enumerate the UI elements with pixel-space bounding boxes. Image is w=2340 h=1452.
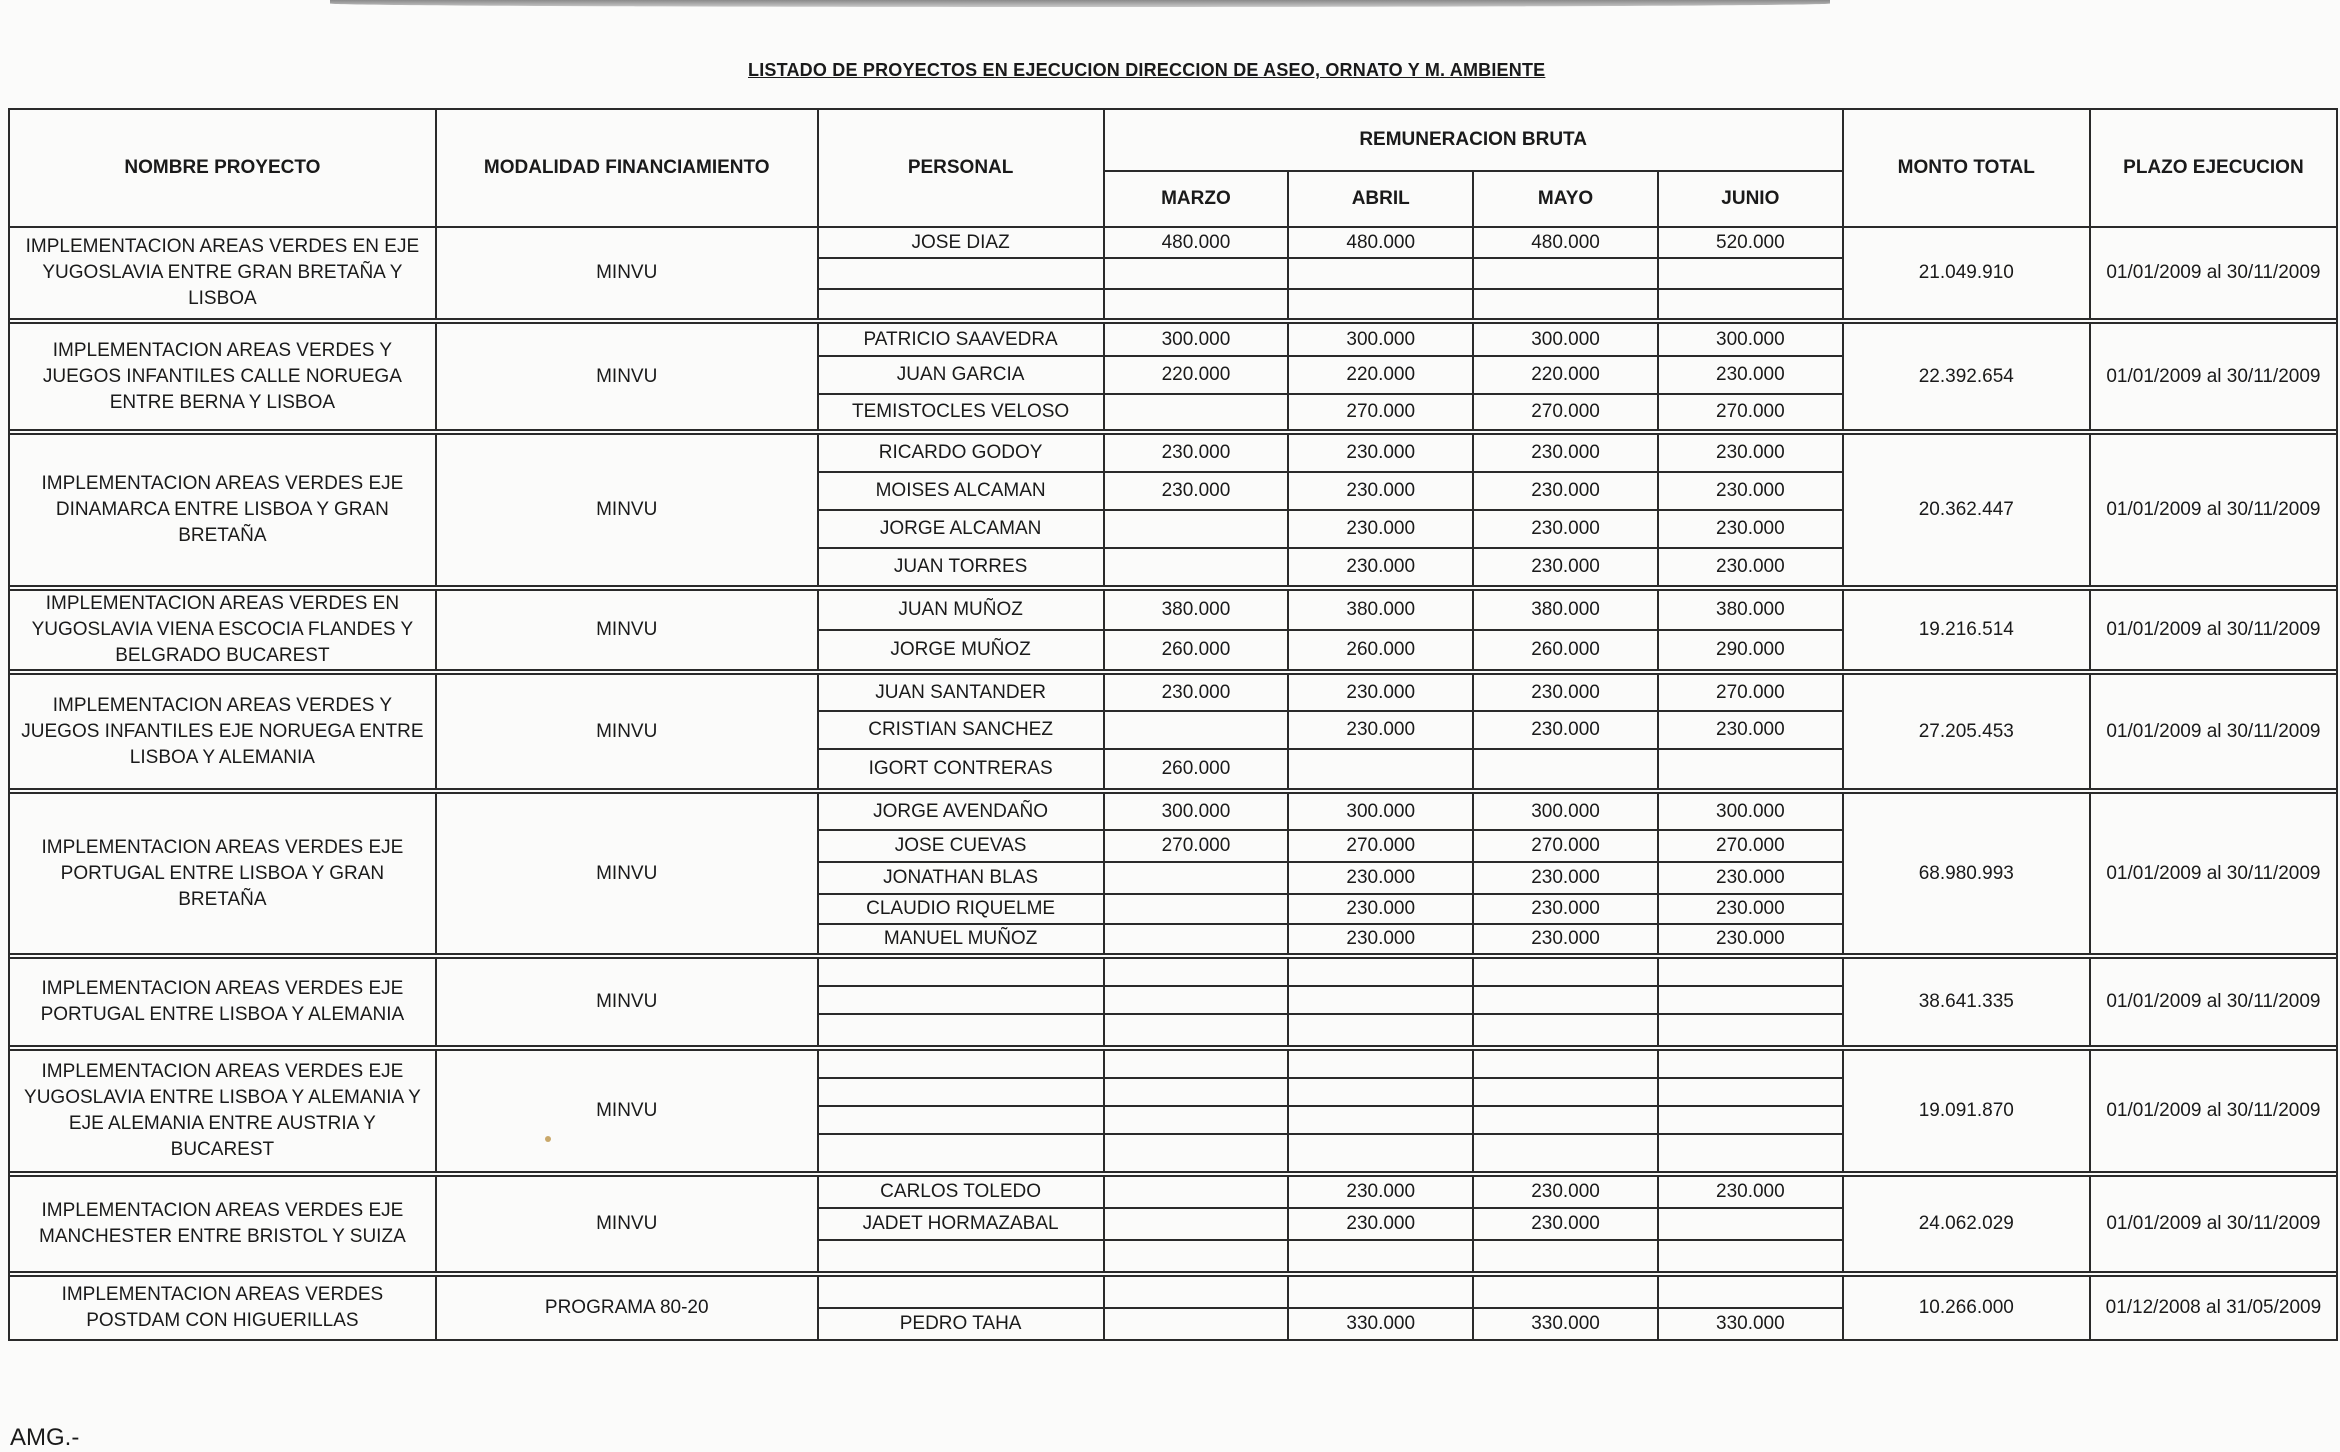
pay-cell: 230.000: [1658, 924, 1843, 954]
pay-cell: 380.000: [1658, 590, 1843, 630]
pay-cell: 230.000: [1104, 472, 1289, 510]
pay-cell: [1104, 1276, 1289, 1308]
pay-cell: 230.000: [1658, 472, 1843, 510]
pay-cell: 330.000: [1473, 1308, 1658, 1340]
pay-cell: 220.000: [1288, 356, 1473, 394]
term-cell: 01/01/2009 al 30/11/2009: [2090, 227, 2337, 319]
staff-name-cell: CRISTIAN SANCHEZ: [818, 711, 1104, 749]
pay-cell: [1473, 749, 1658, 789]
funding-cell: MINVU: [436, 434, 818, 586]
pay-cell: [1288, 1134, 1473, 1172]
pay-cell: 480.000: [1104, 227, 1289, 258]
term-cell: 01/01/2009 al 30/11/2009: [2090, 434, 2337, 586]
staff-name-cell: JUAN MUÑOZ: [818, 590, 1104, 630]
pay-cell: 270.000: [1658, 830, 1843, 862]
pay-cell: 230.000: [1473, 548, 1658, 586]
header-row: [9, 109, 2337, 171]
staff-name-cell: [818, 986, 1104, 1014]
project-name: IMPLEMENTACION AREAS VERDES EJE DINAMARCA ENTRE LISBOA Y GRAN BRETAÑA: [9, 434, 436, 586]
pay-cell: [1104, 394, 1289, 430]
staff-name-cell: RICARDO GODOY: [818, 434, 1104, 472]
pay-cell: 270.000: [1288, 394, 1473, 430]
pay-cell: 300.000: [1473, 323, 1658, 356]
table-row: [9, 1276, 2337, 1308]
pay-cell: 230.000: [1288, 434, 1473, 472]
pay-cell: [1104, 1308, 1289, 1340]
pay-cell: [1104, 1134, 1289, 1172]
total-cell: 19.216.514: [1843, 590, 2090, 670]
pay-cell: 330.000: [1288, 1308, 1473, 1340]
project-name: IMPLEMENTACION AREAS VERDES Y JUEGOS INFANTILES EJE NORUEGA ENTRE LISBOA Y ALEMANIA: [9, 674, 436, 789]
total-cell: 24.062.029: [1843, 1176, 2090, 1272]
pay-cell: 230.000: [1658, 711, 1843, 749]
total-cell: 19.091.870: [1843, 1050, 2090, 1172]
total-cell: 22.392.654: [1843, 323, 2090, 430]
pay-cell: 230.000: [1473, 510, 1658, 548]
project-name: IMPLEMENTACION AREAS VERDES EJE PORTUGAL ENTRE LISBOA Y GRAN BRETAÑA: [9, 793, 436, 954]
pay-cell: [1658, 1014, 1843, 1046]
project-name: IMPLEMENTACION AREAS VERDES Y JUEGOS INFANTILES CALLE NORUEGA ENTRE BERNA Y LISBOA: [9, 323, 436, 430]
pay-cell: [1288, 749, 1473, 789]
pay-cell: 230.000: [1473, 434, 1658, 472]
pay-cell: 380.000: [1104, 590, 1289, 630]
pay-cell: 230.000: [1288, 862, 1473, 894]
pay-cell: [1288, 986, 1473, 1014]
pay-cell: 290.000: [1658, 630, 1843, 670]
staff-name-cell: JUAN TORRES: [818, 548, 1104, 586]
pay-cell: [1288, 1078, 1473, 1106]
header-total: MONTO TOTAL: [1843, 109, 2090, 227]
pay-cell: 330.000: [1658, 1308, 1843, 1340]
funding-cell: MINVU: [436, 227, 818, 319]
header-funding: MODALIDAD FINANCIAMIENTO: [436, 109, 818, 227]
pay-cell: [1288, 1050, 1473, 1078]
table-body: [9, 227, 2337, 1340]
staff-name-cell: MANUEL MUÑOZ: [818, 924, 1104, 954]
pay-cell: [1288, 1240, 1473, 1272]
pay-cell: 230.000: [1288, 548, 1473, 586]
project-name: IMPLEMENTACION AREAS VERDES EJE PORTUGAL ENTRE LISBOA Y ALEMANIA: [9, 958, 436, 1046]
pay-cell: [1658, 1276, 1843, 1308]
staff-name-cell: TEMISTOCLES VELOSO: [818, 394, 1104, 430]
pay-cell: 230.000: [1473, 894, 1658, 924]
staff-name-cell: CARLOS TOLEDO: [818, 1176, 1104, 1208]
pay-cell: [1473, 1014, 1658, 1046]
pay-cell: 270.000: [1473, 830, 1658, 862]
term-cell: 01/01/2009 al 30/11/2009: [2090, 793, 2337, 954]
staff-name-cell: JADET HORMAZABAL: [818, 1208, 1104, 1240]
pay-cell: [1658, 1240, 1843, 1272]
project-name: IMPLEMENTACION AREAS VERDES EJE MANCHESTER ENTRE BRISTOL Y SUIZA: [9, 1176, 436, 1272]
pay-cell: 230.000: [1288, 894, 1473, 924]
staff-name-cell: JUAN GARCIA: [818, 356, 1104, 394]
footer-initials: AMG.-: [10, 1424, 80, 1451]
scan-edge-shadow: [330, 0, 1830, 7]
paper-speck: [545, 1136, 551, 1142]
table-row: [9, 434, 2337, 472]
pay-cell: 380.000: [1473, 590, 1658, 630]
pay-cell: 230.000: [1658, 434, 1843, 472]
pay-cell: 230.000: [1473, 711, 1658, 749]
staff-name-cell: JOSE CUEVAS: [818, 830, 1104, 862]
staff-name-cell: [818, 1106, 1104, 1134]
project-name: IMPLEMENTACION AREAS VERDES POSTDAM CON HIGUERILLAS: [9, 1276, 436, 1340]
staff-name-cell: JONATHAN BLAS: [818, 862, 1104, 894]
term-cell: 01/01/2009 al 30/11/2009: [2090, 1050, 2337, 1172]
pay-cell: [1104, 862, 1289, 894]
staff-name-cell: JORGE AVENDAÑO: [818, 793, 1104, 830]
pay-cell: 300.000: [1288, 323, 1473, 356]
pay-cell: [1658, 1134, 1843, 1172]
staff-name-cell: CLAUDIO RIQUELME: [818, 894, 1104, 924]
pay-cell: 230.000: [1288, 711, 1473, 749]
pay-cell: [1473, 1050, 1658, 1078]
pay-cell: [1104, 1050, 1289, 1078]
pay-cell: 300.000: [1473, 793, 1658, 830]
document-title: LISTADO DE PROYECTOS EN EJECUCION DIRECCION DE ASEO, ORNATO Y M. AMBIENTE: [748, 60, 1546, 80]
funding-cell: MINVU: [436, 590, 818, 670]
pay-cell: [1288, 1276, 1473, 1308]
staff-name-cell: [818, 258, 1104, 289]
pay-cell: 260.000: [1473, 630, 1658, 670]
staff-name-cell: PATRICIO SAAVEDRA: [818, 323, 1104, 356]
header-month-junio: JUNIO: [1658, 171, 1843, 227]
pay-cell: 220.000: [1104, 356, 1289, 394]
pay-cell: 230.000: [1288, 924, 1473, 954]
pay-cell: [1658, 258, 1843, 289]
pay-cell: [1288, 958, 1473, 986]
table-row: [9, 793, 2337, 830]
pay-cell: [1473, 1134, 1658, 1172]
pay-cell: [1288, 258, 1473, 289]
header-staff: PERSONAL: [818, 109, 1104, 227]
pay-cell: 270.000: [1104, 830, 1289, 862]
pay-cell: [1104, 958, 1289, 986]
pay-cell: 230.000: [1473, 862, 1658, 894]
pay-cell: 300.000: [1288, 793, 1473, 830]
header-month-marzo: MARZO: [1104, 171, 1289, 227]
pay-cell: [1104, 1176, 1289, 1208]
pay-cell: [1104, 986, 1289, 1014]
staff-name-cell: [818, 1276, 1104, 1308]
pay-cell: 270.000: [1473, 394, 1658, 430]
term-cell: 01/01/2009 al 30/11/2009: [2090, 1176, 2337, 1272]
pay-cell: 480.000: [1288, 227, 1473, 258]
pay-cell: [1288, 1106, 1473, 1134]
pay-cell: [1104, 510, 1289, 548]
pay-cell: 480.000: [1473, 227, 1658, 258]
staff-name-cell: [818, 1134, 1104, 1172]
pay-cell: [1658, 986, 1843, 1014]
pay-cell: 380.000: [1288, 590, 1473, 630]
pay-cell: [1104, 1078, 1289, 1106]
pay-cell: 230.000: [1104, 674, 1289, 711]
funding-cell: MINVU: [436, 1050, 818, 1172]
pay-cell: 230.000: [1658, 862, 1843, 894]
pay-cell: 230.000: [1658, 1176, 1843, 1208]
pay-cell: [1104, 711, 1289, 749]
pay-cell: 270.000: [1658, 674, 1843, 711]
funding-cell: MINVU: [436, 674, 818, 789]
table-row: [9, 590, 2337, 630]
project-name: IMPLEMENTACION AREAS VERDES EN EJE YUGOSLAVIA ENTRE GRAN BRETAÑA Y LISBOA: [9, 227, 436, 319]
funding-cell: PROGRAMA 80-20: [436, 1276, 818, 1340]
pay-cell: [1104, 1240, 1289, 1272]
term-cell: 01/01/2009 al 30/11/2009: [2090, 323, 2337, 430]
staff-name-cell: JORGE MUÑOZ: [818, 630, 1104, 670]
staff-name-cell: IGORT CONTRERAS: [818, 749, 1104, 789]
term-cell: 01/01/2009 al 30/11/2009: [2090, 958, 2337, 1046]
pay-cell: 230.000: [1473, 472, 1658, 510]
table-row: [9, 227, 2337, 258]
pay-cell: 230.000: [1658, 548, 1843, 586]
pay-cell: [1104, 894, 1289, 924]
pay-cell: 300.000: [1104, 793, 1289, 830]
pay-cell: [1658, 289, 1843, 319]
table-row: [9, 323, 2337, 356]
pay-cell: 230.000: [1473, 1208, 1658, 1240]
pay-cell: [1104, 1106, 1289, 1134]
table-row: [9, 958, 2337, 986]
pay-cell: 230.000: [1288, 510, 1473, 548]
pay-cell: 230.000: [1288, 472, 1473, 510]
pay-cell: [1473, 986, 1658, 1014]
staff-name-cell: PEDRO TAHA: [818, 1308, 1104, 1340]
pay-cell: [1104, 1208, 1289, 1240]
pay-cell: 520.000: [1658, 227, 1843, 258]
term-cell: 01/12/2008 al 31/05/2009: [2090, 1276, 2337, 1340]
staff-name-cell: [818, 1014, 1104, 1046]
total-cell: 10.266.000: [1843, 1276, 2090, 1340]
project-name: IMPLEMENTACION AREAS VERDES EJE YUGOSLAVIA ENTRE LISBOA Y ALEMANIA Y EJE ALEMANIA ENTRE AUSTRIA Y BUCAREST: [9, 1050, 436, 1172]
pay-cell: 230.000: [1658, 510, 1843, 548]
pay-cell: [1658, 1078, 1843, 1106]
table-row: [9, 1176, 2337, 1208]
pay-cell: 270.000: [1658, 394, 1843, 430]
pay-cell: 270.000: [1288, 830, 1473, 862]
pay-cell: 230.000: [1658, 356, 1843, 394]
funding-cell: MINVU: [436, 323, 818, 430]
staff-name-cell: JUAN SANTANDER: [818, 674, 1104, 711]
pay-cell: [1473, 1106, 1658, 1134]
total-cell: 21.049.910: [1843, 227, 2090, 319]
header-month-mayo: MAYO: [1473, 171, 1658, 227]
pay-cell: [1658, 1208, 1843, 1240]
pay-cell: 230.000: [1104, 434, 1289, 472]
pay-cell: 230.000: [1658, 894, 1843, 924]
pay-cell: [1473, 1078, 1658, 1106]
pay-cell: [1473, 1276, 1658, 1308]
pay-cell: [1104, 258, 1289, 289]
pay-cell: [1473, 958, 1658, 986]
pay-cell: [1473, 289, 1658, 319]
pay-cell: [1104, 548, 1289, 586]
pay-cell: [1473, 258, 1658, 289]
pay-cell: 230.000: [1288, 1208, 1473, 1240]
pay-cell: 260.000: [1104, 749, 1289, 789]
staff-name-cell: JOSE DIAZ: [818, 227, 1104, 258]
pay-cell: [1104, 289, 1289, 319]
funding-cell: MINVU: [436, 793, 818, 954]
pay-cell: 260.000: [1104, 630, 1289, 670]
staff-name-cell: [818, 958, 1104, 986]
header-term: PLAZO EJECUCION: [2090, 109, 2337, 227]
pay-cell: 230.000: [1473, 674, 1658, 711]
staff-name-cell: MOISES ALCAMAN: [818, 472, 1104, 510]
table-row: [9, 674, 2337, 711]
pay-cell: 230.000: [1473, 1176, 1658, 1208]
pay-cell: 300.000: [1658, 793, 1843, 830]
total-cell: 68.980.993: [1843, 793, 2090, 954]
pay-cell: 300.000: [1658, 323, 1843, 356]
table-row: [9, 1050, 2337, 1078]
staff-name-cell: JORGE ALCAMAN: [818, 510, 1104, 548]
pay-cell: 220.000: [1473, 356, 1658, 394]
pay-cell: [1288, 1014, 1473, 1046]
pay-cell: [1658, 1106, 1843, 1134]
term-cell: 01/01/2009 al 30/11/2009: [2090, 590, 2337, 670]
pay-cell: [1658, 1050, 1843, 1078]
pay-cell: [1104, 1014, 1289, 1046]
pay-cell: 230.000: [1288, 1176, 1473, 1208]
pay-cell: [1473, 1240, 1658, 1272]
total-cell: 27.205.453: [1843, 674, 2090, 789]
total-cell: 20.362.447: [1843, 434, 2090, 586]
total-cell: 38.641.335: [1843, 958, 2090, 1046]
header-gross-pay: REMUNERACION BRUTA: [1104, 109, 1843, 171]
pay-cell: 300.000: [1104, 323, 1289, 356]
staff-name-cell: [818, 1078, 1104, 1106]
term-cell: 01/01/2009 al 30/11/2009: [2090, 674, 2337, 789]
pay-cell: 260.000: [1288, 630, 1473, 670]
projects-table: [8, 108, 2338, 1341]
funding-cell: MINVU: [436, 1176, 818, 1272]
staff-name-cell: [818, 1240, 1104, 1272]
funding-cell: MINVU: [436, 958, 818, 1046]
header-project: NOMBRE PROYECTO: [9, 109, 436, 227]
project-name: IMPLEMENTACION AREAS VERDES EN YUGOSLAVIA VIENA ESCOCIA FLANDES Y BELGRADO BUCAREST: [9, 590, 436, 670]
pay-cell: [1288, 289, 1473, 319]
pay-cell: 230.000: [1473, 924, 1658, 954]
pay-cell: 230.000: [1288, 674, 1473, 711]
staff-name-cell: [818, 289, 1104, 319]
pay-cell: [1104, 924, 1289, 954]
pay-cell: [1658, 749, 1843, 789]
header-month-abril: ABRIL: [1288, 171, 1473, 227]
pay-cell: [1658, 958, 1843, 986]
staff-name-cell: [818, 1050, 1104, 1078]
